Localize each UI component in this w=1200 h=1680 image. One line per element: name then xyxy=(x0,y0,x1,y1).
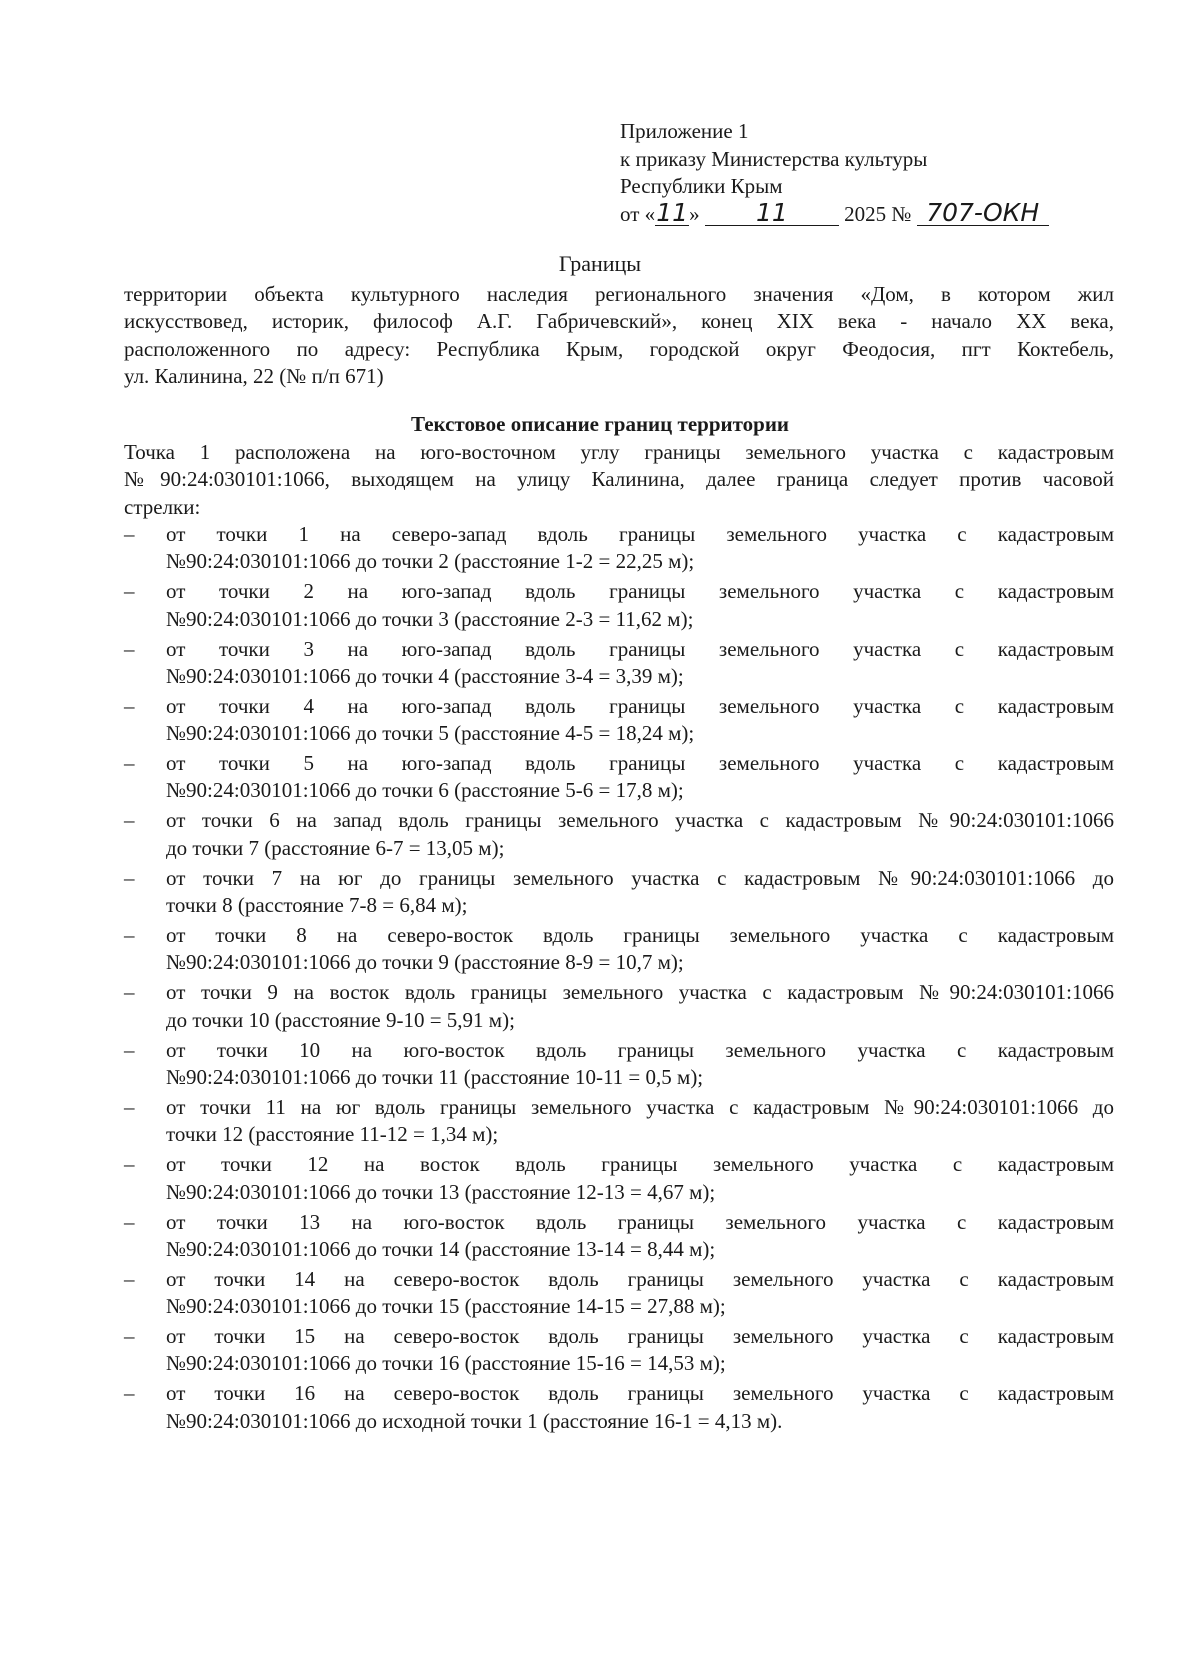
section-title: Текстовое описание границ территории xyxy=(410,412,790,436)
subtitle-line: искусствовед, историк, философ А.Г. Габричевский», конец XIX века - начало XX века, xyxy=(124,309,1114,334)
list-item xyxy=(124,578,1114,635)
list-item-line: от точки 10 на юго-восток вдоль границы земельного участка с кадастровым xyxy=(166,1037,1114,1062)
dash-bullet: – xyxy=(124,1037,135,1062)
list-item xyxy=(124,1323,1114,1380)
list-item-line: №90:24:030101:1066 до точки 6 (расстояние 5-6 = 17,8 м); xyxy=(166,778,684,803)
document-title: Границы xyxy=(558,251,642,276)
dash-bullet: – xyxy=(124,1381,135,1406)
dash-bullet: – xyxy=(124,923,135,948)
list-item-line: №90:24:030101:1066 до точки 9 (расстояние 8-9 = 10,7 м); xyxy=(166,950,684,975)
list-item-line: от точки 9 на восток вдоль границы земельного участка с кадастровым №90:24:030101:1066 xyxy=(166,980,1114,1005)
list-item xyxy=(124,1209,1114,1266)
list-item xyxy=(124,1094,1114,1151)
annex-year: 2025 № xyxy=(844,201,912,226)
subtitle-line: территории объекта культурного наследия регионального значения «Дом, в котором жил xyxy=(124,282,1114,306)
dash-bullet: – xyxy=(124,1094,135,1119)
list-item-line: точки 12 (расстояние 11-12 = 1,34 м); xyxy=(166,1122,499,1147)
annex-date-prefix: от « xyxy=(620,201,656,226)
list-item xyxy=(124,1380,1114,1437)
list-item-line: от точки 5 на юго-запад вдоль границы земельного участка с кадастровым xyxy=(166,751,1114,776)
annex-month-handwritten: 11 xyxy=(705,201,839,226)
annex-label: Приложение 1 xyxy=(620,119,749,143)
list-item-line: от точки 15 на северо-восток вдоль границы земельного участка с кадастровым xyxy=(166,1324,1114,1349)
list-item xyxy=(124,1151,1114,1208)
intro-line: №90:24:030101:1066, выходящем на улицу Калинина, далее граница следует против часовой xyxy=(124,467,1114,492)
subtitle-line: ул. Калинина, 22 (№ п/п 671) xyxy=(124,363,384,388)
annex-number-handwritten: 707-ОКН xyxy=(917,201,1049,226)
intro-line: стрелки: xyxy=(124,494,201,519)
list-item-line: от точки 14 на северо-восток вдоль границы земельного участка с кадастровым xyxy=(166,1266,1114,1291)
list-item-line: до точки 10 (расстояние 9-10 = 5,91 м); xyxy=(166,1007,515,1032)
list-item-line: от точки 7 на юг до границы земельного участка с кадастровым №90:24:030101:1066 до xyxy=(166,865,1114,890)
list-item-line: №90:24:030101:1066 до точки 16 (расстояние 15-16 = 14,53 м); xyxy=(166,1351,726,1376)
list-item xyxy=(124,807,1114,864)
dash-bullet: – xyxy=(124,1152,135,1177)
list-item xyxy=(124,636,1114,693)
list-item-line: от точки 11 на юг вдоль границы земельного участка с кадастровым №90:24:030101:1066 до xyxy=(166,1094,1114,1119)
dash-bullet: – xyxy=(124,980,135,1005)
intro-line: Точка 1 расположена на юго-восточном углу границы земельного участка с кадастровым xyxy=(124,440,1114,464)
dash-bullet: – xyxy=(124,808,135,833)
list-item-line: от точки 6 на запад вдоль границы земельного участка с кадастровым №90:24:030101:1066 xyxy=(166,808,1114,833)
dash-bullet: – xyxy=(124,865,135,890)
annex-republic: Республики Крым xyxy=(620,174,783,198)
document-subtitle xyxy=(124,281,1114,390)
list-item-line: от точки 12 на восток вдоль границы земельного участка с кадастровым xyxy=(166,1152,1114,1177)
list-item-line: №90:24:030101:1066 до исходной точки 1 (расстояние 16-1 = 4,13 м). xyxy=(166,1408,783,1433)
annex-date-mid: » xyxy=(689,201,700,226)
list-item-line: от точки 3 на юго-запад вдоль границы земельного участка с кадастровым xyxy=(166,636,1114,661)
list-item-line: от точки 1 на северо-запад вдоль границы земельного участка с кадастровым xyxy=(166,522,1114,546)
annex-date-line xyxy=(620,197,1120,229)
list-item xyxy=(124,521,1114,578)
annex-header xyxy=(620,118,1120,228)
list-item xyxy=(124,922,1114,979)
list-item-line: от точки 2 на юго-запад вдоль границы земельного участка с кадастровым xyxy=(166,579,1114,604)
list-item-line: №90:24:030101:1066 до точки 15 (расстояние 14-15 = 27,88 м); xyxy=(166,1294,726,1319)
subtitle-line: расположенного по адресу: Республика Крым, городской округ Феодосия, пгт Коктебель, xyxy=(124,336,1114,361)
dash-bullet: – xyxy=(124,751,135,776)
annex-order-ref: к приказу Министерства культуры xyxy=(620,146,928,171)
dash-bullet: – xyxy=(124,579,135,604)
list-item-line: от точки 8 на северо-восток вдоль границы земельного участка с кадастровым xyxy=(166,923,1114,948)
dash-bullet: – xyxy=(124,636,135,661)
list-item-line: от точки 16 на северо-восток вдоль границы земельного участка с кадастровым xyxy=(166,1381,1114,1406)
list-item-line: точки 8 (расстояние 7-8 = 6,84 м); xyxy=(166,893,468,918)
annex-day-handwritten: 11 xyxy=(656,197,689,227)
list-item-line: от точки 4 на юго-запад вдоль границы земельного участка с кадастровым xyxy=(166,693,1114,718)
dash-bullet: – xyxy=(124,1209,135,1234)
list-item xyxy=(124,1266,1114,1323)
list-item-line: №90:24:030101:1066 до точки 4 (расстояние 3-4 = 3,39 м); xyxy=(166,663,684,688)
list-item-line: №90:24:030101:1066 до точки 2 (расстояние 1-2 = 22,25 м); xyxy=(166,549,695,574)
list-item xyxy=(124,865,1114,922)
list-item-line: №90:24:030101:1066 до точки 11 (расстояние 10-11 = 0,5 м); xyxy=(166,1064,704,1089)
dash-bullet: – xyxy=(124,693,135,718)
list-item-line: от точки 13 на юго-восток вдоль границы земельного участка с кадастровым xyxy=(166,1209,1114,1234)
dash-bullet: – xyxy=(124,1324,135,1349)
list-item-line: №90:24:030101:1066 до точки 14 (расстояние 13-14 = 8,44 м); xyxy=(166,1236,716,1261)
dash-bullet: – xyxy=(124,1266,135,1291)
list-item-line: до точки 7 (расстояние 6-7 = 13,05 м); xyxy=(166,835,505,860)
list-item xyxy=(124,693,1114,750)
list-item-line: №90:24:030101:1066 до точки 13 (расстояние 12-13 = 4,67 м); xyxy=(166,1179,716,1204)
boundary-segments-list xyxy=(124,521,1114,1438)
list-item xyxy=(124,979,1114,1036)
intro-paragraph xyxy=(124,439,1114,521)
list-item xyxy=(124,750,1114,807)
list-item-line: №90:24:030101:1066 до точки 5 (расстояние 4-5 = 18,24 м); xyxy=(166,721,695,746)
list-item-line: №90:24:030101:1066 до точки 3 (расстояние 2-3 = 11,62 м); xyxy=(166,606,694,631)
list-item xyxy=(124,1037,1114,1094)
dash-bullet: – xyxy=(124,522,135,546)
